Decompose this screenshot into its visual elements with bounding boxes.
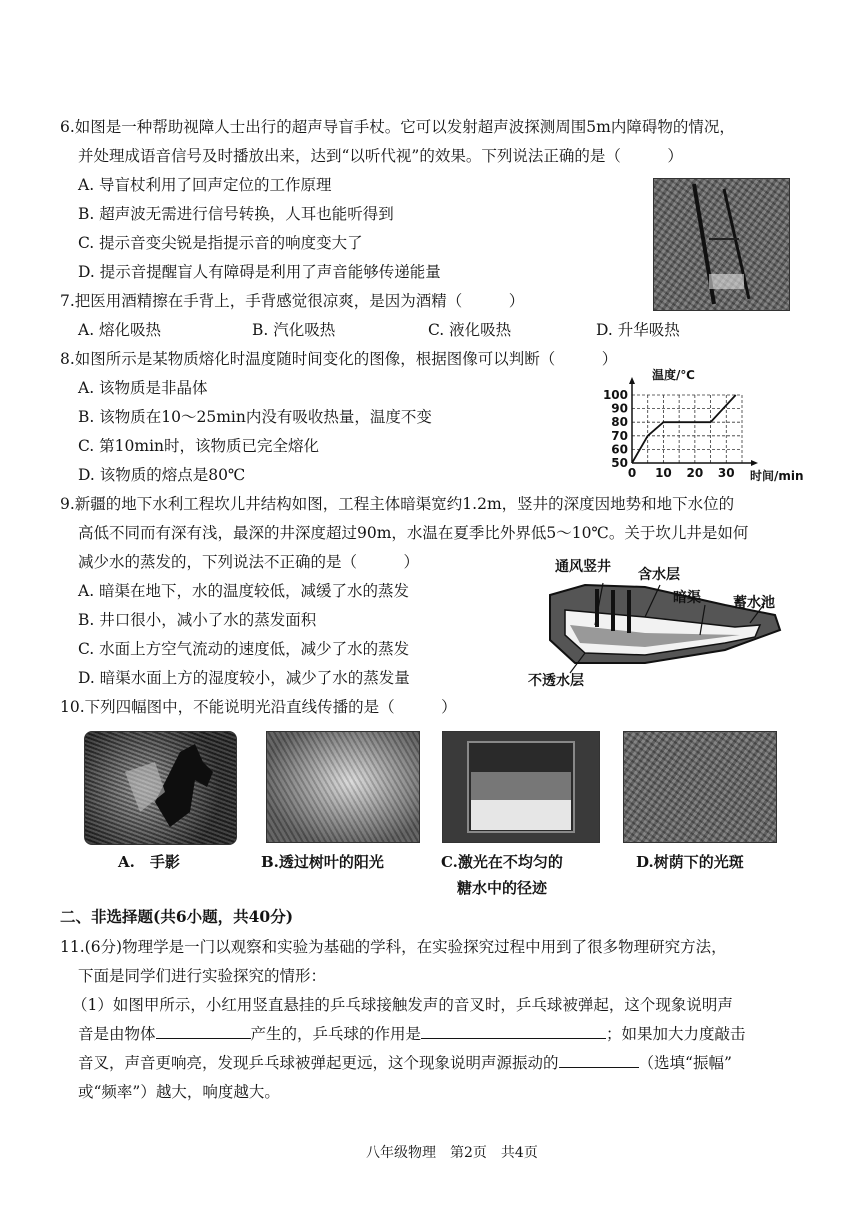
answer-blank-1[interactable] — [156, 1024, 251, 1039]
q6-stem-line1: 6.如图是一种帮助视障人士出行的超声导盲手杖。它可以发射超声波探测周围5m内障碍物的情况， — [60, 118, 735, 136]
q9-stem-line1: 9.新疆的地下水利工程坎儿井结构如图，工程主体暗渠宽约1.2m，竖井的深度因地势和地下水位的 — [60, 495, 735, 513]
light-spots-under-tree-photo — [623, 731, 777, 843]
q11-part1-line2 — [78, 1024, 746, 1044]
y-axis-arrow — [629, 377, 635, 384]
guide-cane-photo — [653, 178, 790, 311]
q7-option-b: B. 汽化吸热 — [252, 321, 336, 339]
q11-text-5: （选填“振幅” — [638, 1054, 732, 1072]
q10-caption-d: D.树荫下的光斑 — [636, 853, 744, 871]
x-axis-arrow — [751, 460, 758, 466]
q8-option-a: A. 该物质是非晶体 — [78, 379, 208, 397]
melting-temperature-chart — [600, 365, 810, 485]
answer-blank-2[interactable] — [421, 1024, 606, 1039]
sunlight-through-leaves-photo — [266, 731, 420, 843]
x-tick-label: 30 — [717, 466, 735, 480]
y-tick-label: 60 — [611, 442, 628, 457]
q7-option-c: C. 液化吸热 — [428, 321, 512, 339]
q11-stem-line1: 11.(6分)物理学是一门以观察和实验为基础的学科，在实验探究过程中用到了很多物理研究方法， — [60, 938, 727, 956]
karez-label-channel: 暗渠 — [673, 590, 701, 606]
chart-y-axis-label: 温度/℃ — [652, 368, 695, 382]
q10-caption-c: C.激光在不均匀的 — [441, 853, 563, 871]
q6-stem-line2: 并处理成语音信号及时播放出来，达到“以听代视”的效果。下列说法正确的是（ ） — [78, 147, 683, 165]
q10-stem: 10.下列四幅图中，不能说明光沿直线传播的是（ ） — [60, 698, 457, 716]
chart-x-axis-label: 时间/min — [750, 469, 804, 483]
q10-caption-a: A. 手影 — [118, 853, 180, 871]
hand-shadow-photo — [84, 731, 237, 845]
q9-stem-line2: 高低不同而有深有浅，最深的井深度超过90m，水温在夏季比外界低5～10℃。关于坎儿井是如何 — [78, 524, 749, 542]
q11-part1-line3 — [78, 1053, 732, 1073]
q8-option-c: C. 第10min时，该物质已完全熔化 — [78, 437, 320, 455]
section-heading: 二、非选择题(共6小题，共40分) — [60, 907, 294, 926]
answer-blank-3[interactable] — [559, 1053, 639, 1068]
q11-part1-line4: 或“频率”）越大，响度越大。 — [78, 1083, 280, 1101]
q7-option-a: A. 熔化吸热 — [78, 321, 162, 339]
karez-label-aquifer: 含水层 — [638, 567, 680, 583]
chart-ticks — [603, 388, 735, 480]
q9-option-c: C. 水面上方空气流动的速度低，减少了水的蒸发 — [78, 640, 410, 658]
q8-option-b: B. 该物质在10～25min内没有吸收热量，温度不变 — [78, 408, 432, 426]
q8-option-d: D. 该物质的熔点是80℃ — [78, 466, 246, 484]
laser-in-sugar-water-photo — [442, 731, 600, 843]
karez-label-impermeable: 不透水层 — [528, 673, 584, 689]
q6-option-b: B. 超声波无需进行信号转换，人耳也能听得到 — [78, 205, 394, 223]
x-tick-label: 10 — [655, 466, 672, 480]
q6-option-a: A. 导盲杖利用了回声定位的工作原理 — [78, 176, 332, 194]
q8-stem: 8.如图所示是某物质熔化时温度随时间变化的图像，根据图像可以判断（ ） — [60, 350, 618, 368]
karez-label-pool: 蓄水池 — [733, 595, 775, 611]
x-tick-label: 20 — [686, 466, 704, 480]
q9-stem-line3: 减少水的蒸发的，下列说法不正确的是（ ） — [78, 553, 420, 571]
y-tick-label: 80 — [611, 415, 628, 430]
karez-diagram — [525, 555, 810, 690]
karez-label-vent-shaft: 通风竖井 — [555, 559, 611, 575]
y-tick-label: 100 — [602, 388, 628, 402]
q11-text-4: 音叉，声音更响亮，发现乒乓球被弹起更远，这个现象说明声源振动的 — [78, 1054, 559, 1072]
q7-option-d: D. 升华吸热 — [596, 321, 680, 339]
y-tick-label: 50 — [611, 456, 628, 470]
q11-text-2: 产生的，乒乓球的作用是 — [250, 1025, 422, 1043]
y-tick-label: 90 — [611, 401, 628, 416]
q9-option-b: B. 井口很小，减小了水的蒸发面积 — [78, 611, 317, 629]
q6-option-c: C. 提示音变尖锐是指提示音的响度变大了 — [78, 234, 363, 252]
q6-option-d: D. 提示音提醒盲人有障碍是利用了声音能够传递能量 — [78, 263, 441, 281]
q10-caption-c-line2: 糖水中的径迹 — [457, 879, 548, 897]
q11-stem-line2: 下面是同学们进行实验探究的情形： — [78, 967, 327, 985]
y-tick-label: 70 — [611, 428, 628, 443]
q10-caption-b: B.透过树叶的阳光 — [261, 853, 384, 871]
page-footer: 八年级物理 第2页 共4页 — [366, 1145, 538, 1161]
x-tick-label: 0 — [627, 466, 637, 480]
q7-stem: 7.把医用酒精擦在手背上，手背感觉很凉爽，是因为酒精（ ） — [60, 292, 525, 310]
q11-text-3: ；如果加大力度敲击 — [606, 1025, 746, 1043]
q9-option-d: D. 暗渠水面上方的湿度较小，减少了水的蒸发量 — [78, 669, 410, 687]
q9-option-a: A. 暗渠在地下，水的温度较低，减缓了水的蒸发 — [78, 582, 410, 600]
q11-text-1: 音是由物体 — [78, 1025, 156, 1043]
q11-part1-line1: （1）如图甲所示，小红用竖直悬挂的乒乓球接触发声的音叉时，乒乓球被弹起，这个现象说明声 — [72, 996, 733, 1014]
